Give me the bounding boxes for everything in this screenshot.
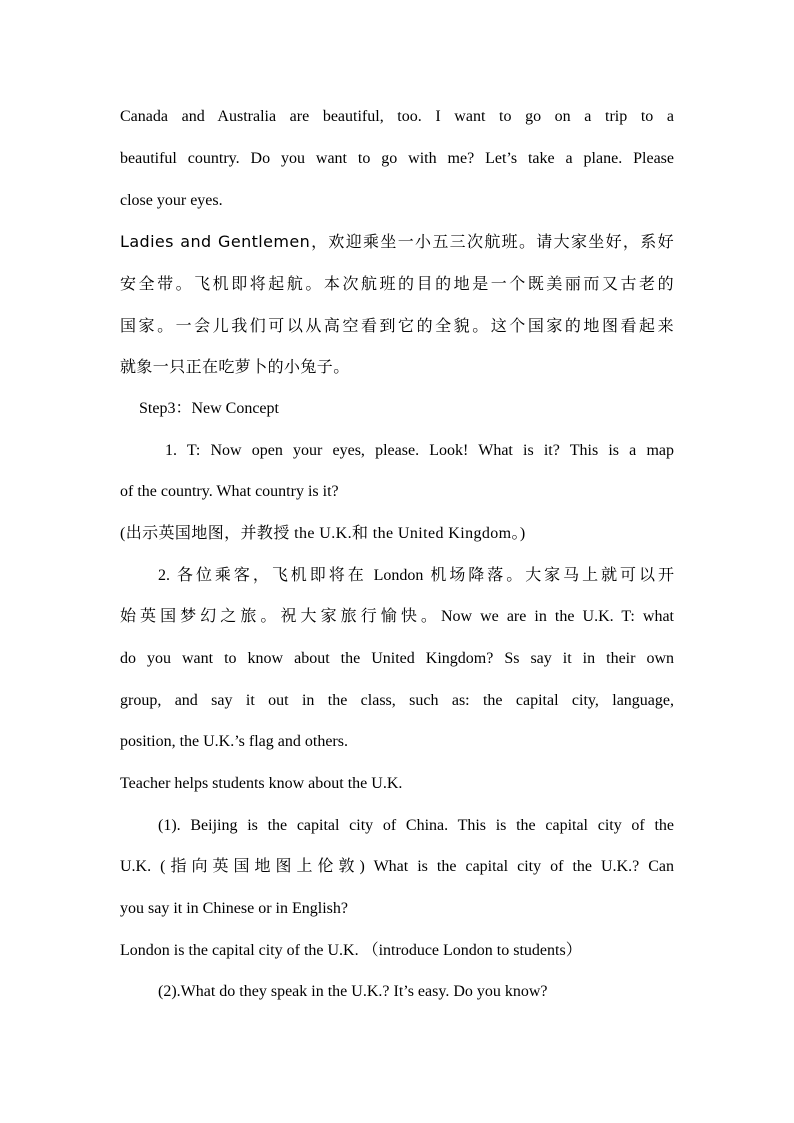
text-line: U.K. (指向英国地图上伦敦) What is the capital city of the U.K.? Can [120, 858, 674, 875]
text-line: group, and say it out in the class, such as: the capital city, language, [120, 692, 674, 709]
text-line: close your eyes. [120, 192, 223, 209]
text-line: 国家。一会儿我们可以从高空看到它的全貌。这个国家的地图看起来 [120, 316, 674, 335]
text-line: 就象一只正在吃萝卜的小兔子。 [120, 357, 350, 376]
text-line: of the country. What country is it? [120, 483, 339, 500]
text-line: Ladies and Gentlemen，欢迎乘坐一小五三次航班。请大家坐好，系好 [120, 232, 674, 251]
text-line: (1). Beijing is the capital city of China. This is the capital city of the [158, 817, 674, 834]
section-heading: Step3：New Concept [139, 400, 279, 417]
text-line: beautiful country. Do you want to go with me? Let’s take a plane. Please [120, 150, 674, 167]
text-line: 安全带。飞机即将起航。本次航班的目的地是一个既美丽而又古老的 [120, 274, 674, 293]
text-line: (出示英国地图，并教授 the U.K.和 the United Kingdom。) [120, 525, 526, 542]
text-line: do you want to know about the United Kingdom? Ss say it in their own [120, 650, 674, 667]
text-line: London is the capital city of the U.K. （introduce London to students） [120, 942, 582, 959]
text-line: (2).What do they speak in the U.K.? It’s easy. Do you know? [158, 983, 548, 1000]
text-line: 始英国梦幻之旅。祝大家旅行愉快。Now we are in the U.K. T: what [120, 608, 674, 625]
text-line: you say it in Chinese or in English? [120, 900, 348, 917]
text-line: Teacher helps students know about the U.K. [120, 775, 403, 792]
text-line: position, the U.K.’s flag and others. [120, 733, 348, 750]
text-line: Canada and Australia are beautiful, too. I want to go on a trip to a [120, 108, 674, 125]
text-line: 1. T: Now open your eyes, please. Look! What is it? This is a map [165, 442, 674, 459]
text-line: 2. 各位乘客，飞机即将在 London 机场降落。大家马上就可以开 [158, 567, 674, 584]
